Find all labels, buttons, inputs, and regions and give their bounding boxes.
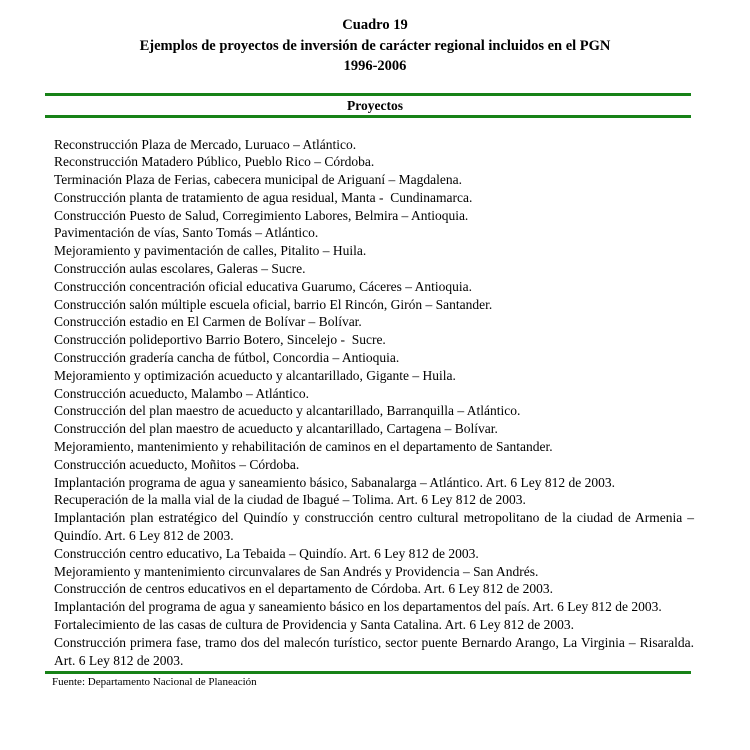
project-item: Construcción aulas escolares, Galeras – Sucre.	[54, 261, 306, 277]
project-item: Mejoramiento y optimización acueducto y alcantarillado, Gigante – Huila.	[54, 367, 456, 383]
table-caption-number: Cuadro 19	[342, 17, 408, 33]
project-item: Construcción salón múltiple escuela oficial, barrio El Rincón, Girón – Santander.	[54, 296, 493, 312]
project-item: Reconstrucción Plaza de Mercado, Luruaco – Atlántico.	[54, 136, 357, 152]
project-item: Construcción polideportivo Barrio Botero, Sincelejo - Sucre.	[54, 332, 386, 348]
projects-list	[54, 136, 694, 670]
project-item: Recuperación de la malla vial de la ciudad de Ibagué – Tolima. Art. 6 Ley 812 de 2003.	[54, 492, 526, 508]
table-title-text: Ejemplos de proyectos de inversión de carácter regional incluidos en el PGN	[139, 37, 611, 54]
green-rule-bottom	[45, 671, 691, 674]
project-item: Implantación programa de agua y saneamiento básico, Sabanalarga – Atlántico. Art. 6 Ley 812 de 2003.	[54, 474, 615, 490]
project-item: Implantación plan estratégico del Quindío y construcción centro cultural metropolitano de la ciudad de Armenia – Quindío. Art. 6 Ley 812 de 2003.	[54, 510, 694, 544]
project-item: Construcción planta de tratamiento de agua residual, Manta - Cundinamarca.	[54, 189, 473, 205]
project-item: Mejoramiento, mantenimiento y rehabilitación de caminos en el departamento de Santander.	[54, 439, 553, 455]
project-item: Construcción acueducto, Moñitos – Córdoba.	[54, 456, 300, 472]
project-item: Construcción Puesto de Salud, Corregimiento Labores, Belmira – Antioquia.	[54, 207, 469, 223]
green-rule-header-bottom	[45, 115, 691, 118]
project-item: Construcción del plan maestro de acueducto y alcantarillado, Barranquilla – Atlántico.	[54, 403, 521, 419]
column-header-proyectos: Proyectos	[347, 97, 403, 113]
project-item: Construcción centro educativo, La Tebaida – Quindío. Art. 6 Ley 812 de 2003.	[54, 545, 479, 561]
project-item: Construcción concentración oficial educativa Guarumo, Cáceres – Antioquia.	[54, 278, 472, 294]
project-item: Construcción gradería cancha de fútbol, Concordia – Antioquia.	[54, 350, 400, 366]
project-item: Mejoramiento y pavimentación de calles, Pitalito – Huila.	[54, 243, 367, 259]
project-item: Pavimentación de vías, Santo Tomás – Atlántico.	[54, 225, 319, 241]
project-item: Mejoramiento y mantenimiento circunvalares de San Andrés y Providencia – San Andrés.	[54, 563, 539, 579]
source-note: Fuente: Departamento Nacional de Planeación	[52, 676, 257, 689]
projects-table	[0, 93, 750, 675]
project-item: Terminación Plaza de Ferias, cabecera municipal de Ariguaní – Magdalena.	[54, 172, 463, 188]
table-title-block	[0, 0, 750, 77]
project-item: Implantación del programa de agua y saneamiento básico en los departamentos del país. Art. 6 Ley 812 de 2003.	[54, 599, 662, 615]
project-item: Construcción del plan maestro de acueducto y alcantarillado, Cartagena – Bolívar.	[54, 421, 498, 437]
project-item: Construcción primera fase, tramo dos del malecón turístico, sector puente Bernardo Arango, La Virginia – Risaralda. Art. 6 Ley 812 de 2003.	[54, 634, 694, 668]
project-item: Construcción de centros educativos en el departamento de Córdoba. Art. 6 Ley 812 de 2003.	[54, 581, 553, 597]
table-title-period: 1996-2006	[343, 58, 407, 74]
project-item: Construcción estadio en El Carmen de Bolívar – Bolívar.	[54, 314, 362, 330]
project-item: Reconstrucción Matadero Público, Pueblo Rico – Córdoba.	[54, 154, 375, 170]
project-item: Construcción acueducto, Malambo – Atlántico.	[54, 385, 309, 401]
project-item: Fortalecimiento de las casas de cultura de Providencia y Santa Catalina. Art. 6 Ley 812 de 2003.	[54, 617, 574, 633]
